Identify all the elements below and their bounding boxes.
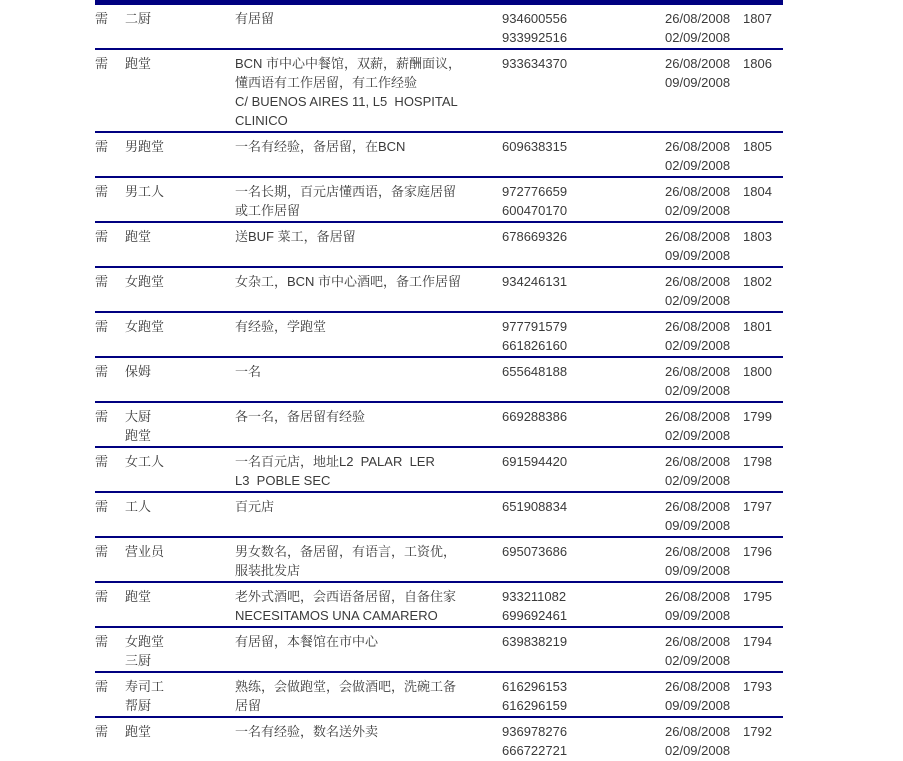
job-description: 有居留，本餐馆在市中心 [235, 634, 379, 649]
ad-dates: 26/08/2008 09/09/2008 [665, 679, 731, 713]
job-title: 营业员 [125, 544, 165, 559]
ad-id: 1801 [743, 319, 772, 334]
ad-dates: 26/08/2008 09/09/2008 [665, 499, 731, 533]
ad-id: 1806 [743, 56, 772, 71]
ad-dates: 26/08/2008 02/09/2008 [665, 139, 731, 173]
need-label: 需 [95, 139, 109, 154]
phone-numbers: 933634370 [502, 56, 568, 71]
job-description: 一名长期，百元店懂西语，备家庭居留 或工作居留 [235, 184, 457, 218]
need-label: 需 [95, 409, 109, 424]
need-label: 需 [95, 589, 109, 604]
job-title: 工人 [125, 499, 152, 514]
ad-id: 1795 [743, 589, 772, 604]
ad-dates: 26/08/2008 02/09/2008 [665, 319, 731, 353]
phone-numbers: 651908834 [502, 499, 568, 514]
job-title: 寿司工 帮厨 [125, 679, 165, 713]
table-row [95, 268, 783, 313]
table-row [95, 5, 783, 50]
ad-id: 1799 [743, 409, 772, 424]
phone-numbers: 609638315 [502, 139, 568, 154]
job-title: 跑堂 [125, 589, 152, 604]
ad-id: 1797 [743, 499, 772, 514]
ad-dates: 26/08/2008 09/09/2008 [665, 56, 731, 90]
need-label: 需 [95, 454, 109, 469]
ad-dates: 26/08/2008 02/09/2008 [665, 184, 731, 218]
job-description: 送BUF 菜工，备居留 [235, 229, 356, 244]
job-title: 保姆 [125, 364, 152, 379]
phone-numbers: 934600556 933992516 [502, 11, 568, 45]
need-label: 需 [95, 679, 109, 694]
table-row [95, 178, 783, 223]
table-row [95, 583, 783, 628]
job-description: 一名百元店，地址L2 PALAR LER L3 POBLE SEC [235, 454, 435, 488]
job-title: 女跑堂 三厨 [125, 634, 165, 668]
need-label: 需 [95, 274, 109, 289]
ad-dates: 26/08/2008 09/09/2008 [665, 544, 731, 578]
job-title: 男工人 [125, 184, 165, 199]
ad-dates: 26/08/2008 02/09/2008 [665, 724, 731, 758]
table-row [95, 448, 783, 493]
ad-dates: 26/08/2008 02/09/2008 [665, 364, 731, 398]
need-label: 需 [95, 364, 109, 379]
phone-numbers: 934246131 [502, 274, 568, 289]
need-label: 需 [95, 634, 109, 649]
job-description: 女杂工，BCN 市中心酒吧，备工作居留 [235, 274, 462, 289]
phone-numbers: 977791579 661826160 [502, 319, 568, 353]
phone-numbers: 678669326 [502, 229, 568, 244]
ad-dates: 26/08/2008 02/09/2008 [665, 274, 731, 308]
job-description: 有居留 [235, 11, 275, 26]
need-label: 需 [95, 184, 109, 199]
phone-numbers: 936978276 666722721 [502, 724, 568, 758]
table-row [95, 673, 783, 718]
ad-dates: 26/08/2008 02/09/2008 [665, 409, 731, 443]
ad-dates: 26/08/2008 02/09/2008 [665, 454, 731, 488]
job-title: 二厨 [125, 11, 152, 26]
table-row [95, 718, 783, 761]
table-row [95, 223, 783, 268]
phone-numbers: 695073686 [502, 544, 568, 559]
job-title: 跑堂 [125, 229, 152, 244]
job-description: 男女数名，备居留，有语言，工资优， 服装批发店 [235, 544, 457, 578]
table-row [95, 493, 783, 538]
ad-dates: 26/08/2008 09/09/2008 [665, 229, 731, 263]
ad-id: 1805 [743, 139, 772, 154]
need-label: 需 [95, 319, 109, 334]
need-label: 需 [95, 229, 109, 244]
ad-dates: 26/08/2008 02/09/2008 [665, 11, 731, 45]
job-description: 老外式酒吧，会西语备居留，自备住家 NECESITAMOS UNA CAMARERO [235, 589, 457, 623]
ad-id: 1802 [743, 274, 772, 289]
ad-dates: 26/08/2008 09/09/2008 [665, 589, 731, 623]
job-title: 男跑堂 [125, 139, 165, 154]
job-title: 大厨 跑堂 [125, 409, 152, 443]
phone-numbers: 639838219 [502, 634, 568, 649]
ad-id: 1807 [743, 11, 772, 26]
job-title: 女跑堂 [125, 319, 165, 334]
table-row [95, 50, 783, 133]
ad-dates: 26/08/2008 02/09/2008 [665, 634, 731, 668]
need-label: 需 [95, 56, 109, 71]
need-label: 需 [95, 499, 109, 514]
need-label: 需 [95, 544, 109, 559]
phone-numbers: 655648188 [502, 364, 568, 379]
job-title: 跑堂 [125, 56, 152, 71]
table-row [95, 358, 783, 403]
table-row [95, 628, 783, 673]
ad-id: 1796 [743, 544, 772, 559]
ad-id: 1798 [743, 454, 772, 469]
job-description: BCN 市中心中餐馆，双薪，薪酬面议， 懂西语有工作居留，有工作经验 C/ BUENOS AIRES 11, L5 HOSPITAL CLINICO [235, 56, 462, 128]
job-title: 女工人 [125, 454, 165, 469]
ad-id: 1794 [743, 634, 772, 649]
job-description: 一名有经验，备居留，在BCN [235, 139, 406, 154]
table-row [95, 538, 783, 583]
job-title: 女跑堂 [125, 274, 165, 289]
job-description: 有经验，学跑堂 [235, 319, 327, 334]
phone-numbers: 972776659 600470170 [502, 184, 568, 218]
job-description: 百元店 [235, 499, 275, 514]
ad-id: 1792 [743, 724, 772, 739]
job-description: 各一名，备居留有经验 [235, 409, 366, 424]
table-row [95, 313, 783, 358]
need-label: 需 [95, 724, 109, 739]
table-row [95, 133, 783, 178]
job-ads-table [95, 0, 783, 761]
ad-id: 1793 [743, 679, 772, 694]
phone-numbers: 691594420 [502, 454, 568, 469]
phone-numbers: 669288386 [502, 409, 568, 424]
need-label: 需 [95, 11, 109, 26]
phone-numbers: 933211082 699692461 [502, 589, 568, 623]
table-row [95, 403, 783, 448]
ad-id: 1804 [743, 184, 772, 199]
job-title: 跑堂 [125, 724, 152, 739]
job-description: 熟练，会做跑堂，会做酒吧，洗碗工备 居留 [235, 679, 457, 713]
job-description: 一名 [235, 364, 262, 379]
ad-id: 1803 [743, 229, 772, 244]
ad-id: 1800 [743, 364, 772, 379]
job-description: 一名有经验，数名送外卖 [235, 724, 379, 739]
phone-numbers: 616296153 616296159 [502, 679, 568, 713]
